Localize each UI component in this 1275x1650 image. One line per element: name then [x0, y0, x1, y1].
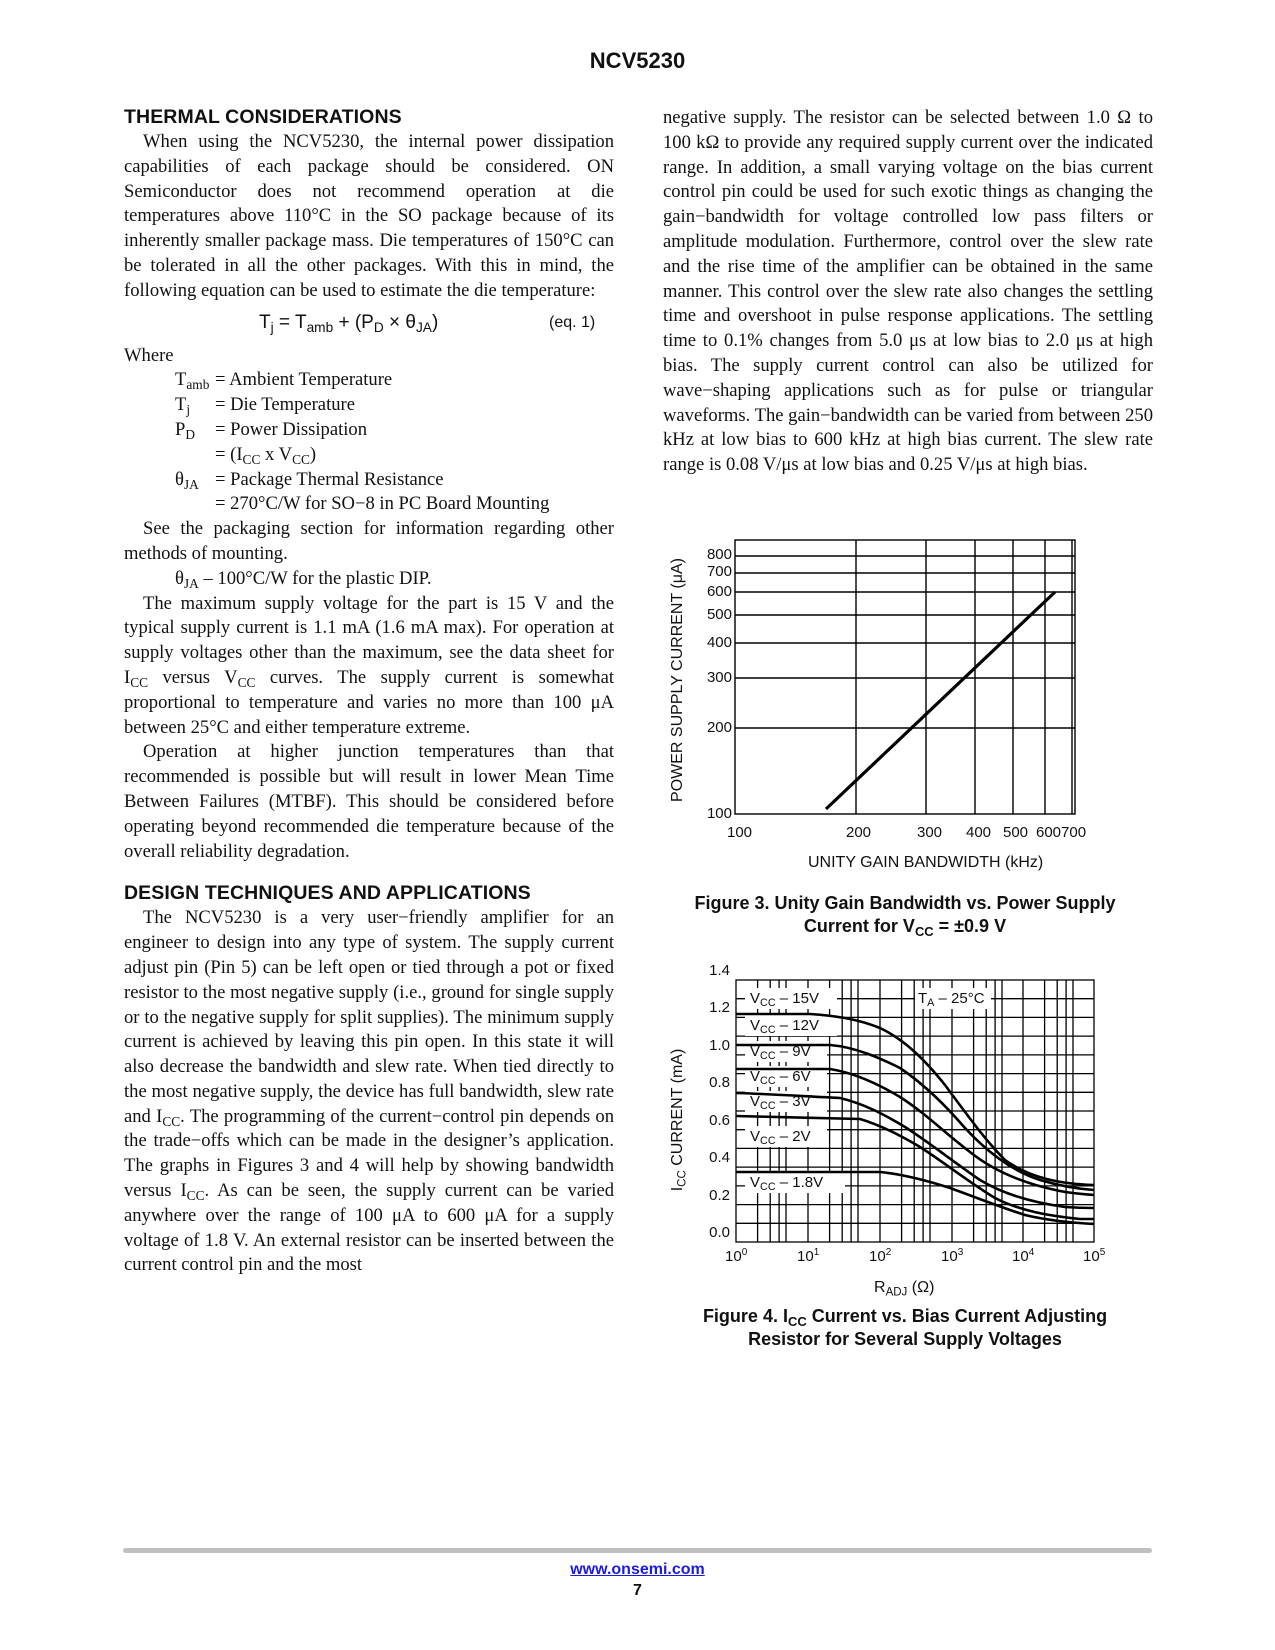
- design-paragraph: The NCV5230 is a very user−friendly amplifier for an engineer to design into any type of system. The supply current adjust pin (Pin 5) can be left open or tied through a pot or fixed resistor to the most negative supply (i.e., ground for single supply or to the negative supply for split supplies). The minimum supply current is achieved by leaving this pin open. In this state it will also decrease the bandwidth and slew rate. When tied directly to the most negative supply, the device has full bandwidth, slew rate and $I_{CC}$. The programming of the current−control pin depends on the trade−offs which can be made in the designer’s application. The graphs in Figures 3 and 4 will help by showing bandwidth versus $I_{CC}$. As can be seen, the supply current can be varied anywhere over the range of 100 μA to 600 μA for a supply voltage of 1.8 V. An external resistor can be inserted between the current control pin and the most: [124, 907, 614, 1276]
- where-row: $\theta_{JA}$ = Package Thermal Resistance: [175, 468, 444, 492]
- equation-number: (eq. 1): [549, 314, 596, 332]
- where-row: = 270°C/W for SO−8 in PC Board Mounting: [215, 493, 550, 515]
- mtbf-paragraph: Operation at higher junction temperatures than that recommended is possible but will result in lower Mean Time Between Failures (MTBF). This should be considered before operating beyond recommended die temperature because of the overall reliability degradation.: [124, 741, 614, 862]
- thermal-heading: THERMAL CONSIDERATIONS: [124, 106, 402, 128]
- label-vcc-1-8v: $V_{CC} - 1.8V$: [750, 1174, 824, 1194]
- label-vcc-2v: $V_{CC} - 2V$: [750, 1128, 811, 1148]
- packaging-note: See the packaging section for information regarding other methods of mounting.: [124, 518, 614, 564]
- label-vcc-3v: $V_{CC} - 3V$: [750, 1093, 811, 1113]
- figure-4-caption: Figure 4. $I_{CC}$ Current vs. Bias Current Adjusting Resistor for Several Supply Voltages: [702, 1306, 1108, 1349]
- where-row: $T_j$ = Die Temperature: [175, 394, 355, 418]
- footer-link-container: [0, 1561, 1275, 1579]
- label-vcc-6v: $V_{CC} - 6V$: [750, 1068, 811, 1088]
- equation-body: $T_j = T_{amb} + (P_D \times \theta_{JA})$: [259, 312, 439, 336]
- fig4-y-label: $I_{CC}$ CURRENT (mA): [669, 1048, 689, 1192]
- figure-3-caption: Figure 3. Unity Gain Bandwidth vs. Power Supply Current for $V_{CC} = \pm 0.9$ V: [694, 893, 1116, 939]
- fig3-x-label: UNITY GAIN BANDWIDTH (kHz): [808, 854, 1044, 871]
- where-row: = ($I_{CC}$ x $V_{CC}$): [215, 443, 317, 467]
- page-title: NCV5230: [589, 48, 686, 73]
- right-paragraph: negative supply. The resistor can be selected between 1.0 Ω to 100 kΩ to provide any required supply current over the indicated range. In addition, a small varying voltage on the bias current control pin could be used for such exotic things as changing the gain−bandwidth for voltage controlled low pass filters or amplitude modulation. Furthermore, control over the slew rate and the rise time of the amplifier can be obtained in the same manner. This control over the slew rate also changes the settling time and overshoot in pulse response applications. The settling time to 0.1% changes from 5.0 μs at low bias to 2.0 μs at high bias. The supply current control can also be utilized for wave−shaping applications such as for pulse or triangular waveforms. The gain−bandwidth can be varied from between 250 kHz at low bias to 600 kHz at high bias current. The slew rate range is 0.08 V/μs at low bias and 0.25 V/μs at high bias.: [663, 107, 1153, 476]
- where-row: $T_{amb}$ = Ambient Temperature: [175, 369, 393, 393]
- onsemi-link[interactable]: www.onsemi.com: [570, 1561, 705, 1578]
- page-number: 7: [633, 1582, 642, 1599]
- max-supply-paragraph: The maximum supply voltage for the part is 15 V and the typical supply current is 1.1 mA (1.6 mA max). For operation at supply voltages other than the maximum, see the data sheet for $I_{CC}$ versus $V_{CC}$ curves. The supply current is somewhat proportional to temperature and varies no more than 100 μA between 25°C and either temperature extreme.: [124, 592, 615, 738]
- where-label: Where: [124, 344, 174, 366]
- label-ta-25c: $T_A - 25^\circ C$: [918, 990, 985, 1010]
- footer-rule: [123, 1548, 1152, 1553]
- dip-line: $\theta_{JA} - 100^\circ C/W$ for the plastic DIP.: [175, 567, 432, 591]
- thermal-intro: When using the NCV5230, the internal power dissipation capabilities of each package should be considered. ON Semiconductor does not recommend operation at die temperatures above 110°C in the SO package because of its inherently smaller package mass. Die temperatures of 150°C can be tolerated in all the other packages. With this in mind, the following equation can be used to estimate the die temperature:: [124, 131, 614, 301]
- label-vcc-9v: $V_{CC} - 9V$: [750, 1043, 811, 1063]
- fig3-y-label: POWER SUPPLY CURRENT (μA): [669, 558, 686, 802]
- fig4-x-label: $R_{ADJ}$ (Ω): [874, 1279, 935, 1299]
- label-vcc-15v: $V_{CC} - 15V$: [750, 990, 819, 1010]
- design-heading: DESIGN TECHNIQUES AND APPLICATIONS: [124, 882, 531, 905]
- where-row: $P_D$ = Power Dissipation: [175, 418, 368, 442]
- label-vcc-12v: $V_{CC} - 12V$: [750, 1017, 819, 1037]
